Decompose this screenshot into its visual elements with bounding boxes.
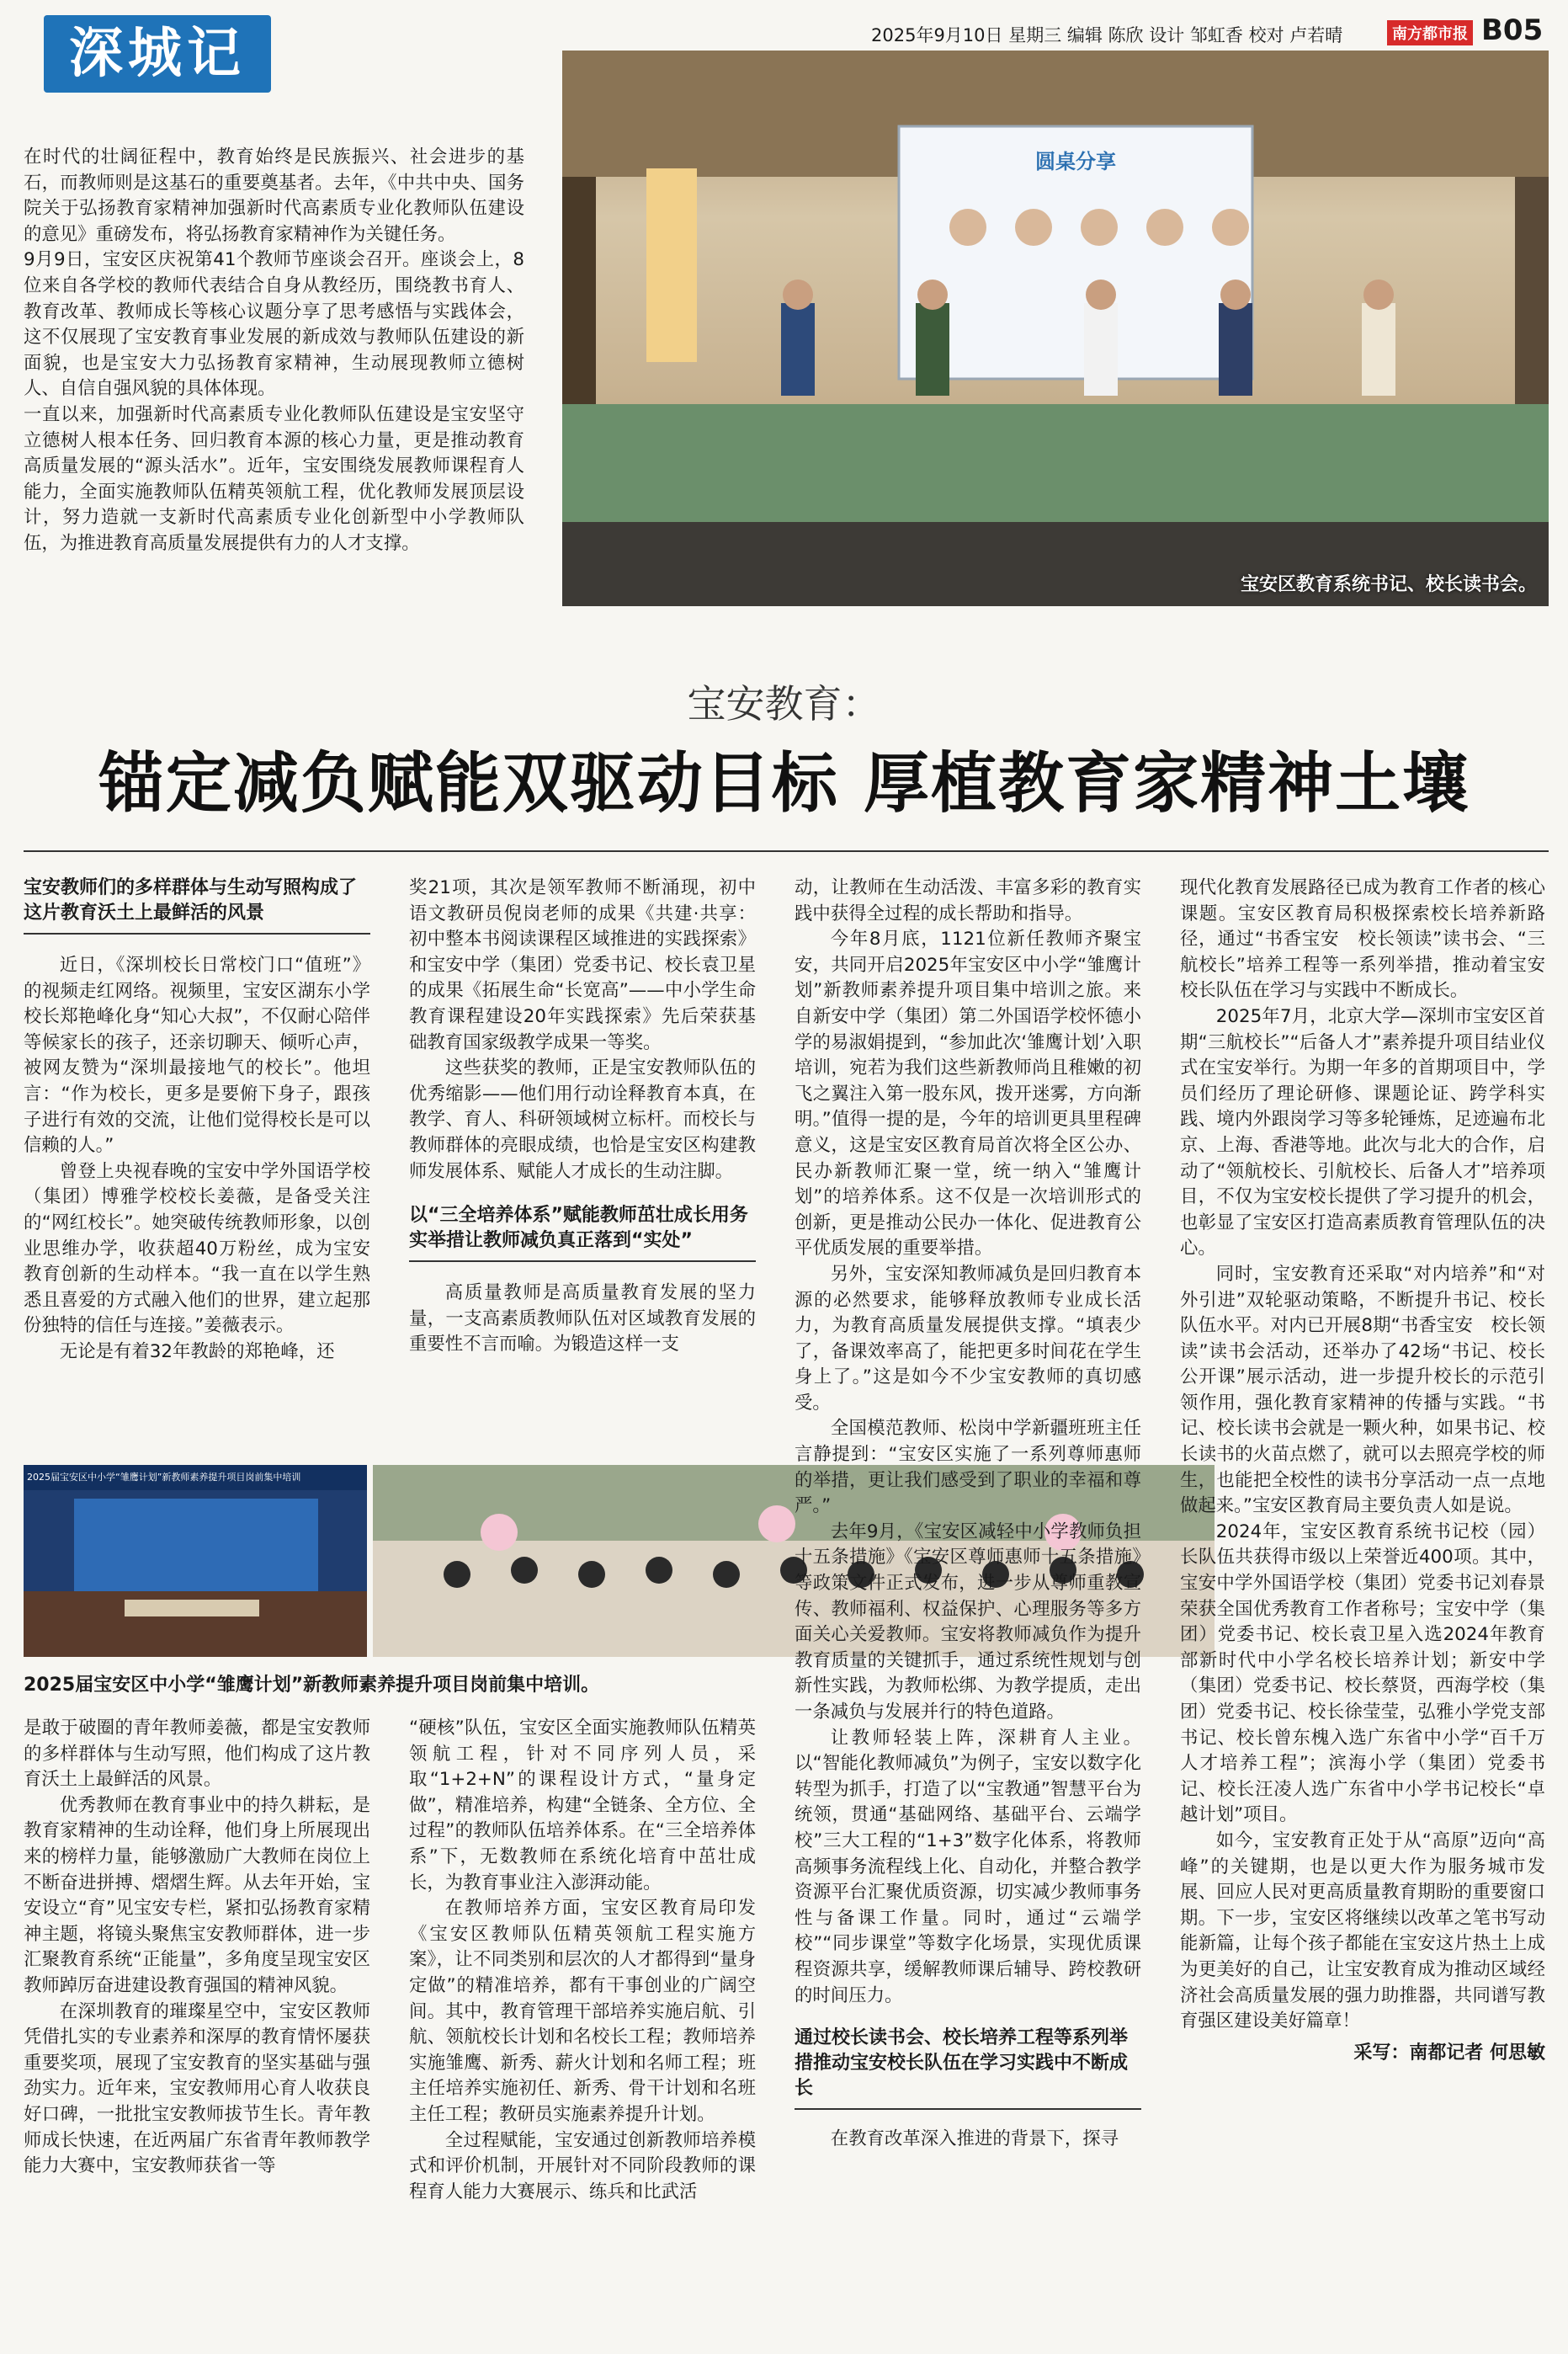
column-2-bottom (409, 1716, 756, 2343)
section-title-box (44, 15, 271, 93)
article-paragraph: “硬核”队伍，宝安区全面实施教师队伍精英领航工程，针对不同序列人员，采取“1+2+N”的课程设计方式，“量身定做”，精准培养，构建“全链条、全方位、全过程”的教师队伍培养体系。在“三全培养体系”下，无数教师在系统化培育中茁壮成长，为教育事业注入澎湃动能。 (409, 1718, 756, 1893)
headline-main: 锚定减负赋能双驱动目标 厚植教育家精神土壤 (98, 746, 1470, 822)
hall-scene (24, 1465, 367, 1657)
article-paragraph: 在深圳教育的璀璨星空中，宝安区教师凭借扎实的专业素养和深厚的教育情怀屡获重要奖项，展现了宝安教育的坚实基础与强劲实力。近年来，宝安教师用心育人收获良好口碑，一批批宝安教师拔节生长。青年教师成长快速，在近两届广东省青年教师教学能力大赛中，宝安教师获省一等 (24, 2000, 370, 2177)
section-title: 深城记 (69, 23, 246, 85)
section-subhead: 通过校长读书会、校长培养工程等系列举措推动宝安校长队伍在学习实践中不断成长 (795, 2009, 1141, 2110)
column-1-bottom (24, 1716, 370, 2343)
header-meta: 2025年9月10日 星期三 编辑 陈欣 设计 邹虹香 校对 卢若晴 (871, 25, 1343, 45)
headline-rule (24, 850, 1549, 852)
article-paragraph: 另外，宝安深知教师减负是回归教育本源的必然要求，能够释放教师专业成长活力，为教育高质量发展提供支撑。“填表少了，备课效率高了，能把更多时间花在学生身上了。”这是如今不少宝安教师的真切感受。 (795, 1263, 1141, 1414)
column-3 (795, 876, 1141, 2344)
section-subhead: 以“三全培养体系”赋能教师茁壮成长用务实举措让教师减负真正落到“实处” (409, 1185, 756, 1262)
article-paragraph: 在教师培养方面，宝安区教育局印发《宝安区教师队伍精英领航工程实施方案》，让不同类别和层次的人才都得到“量身定做”的精准培养，都有干事创业的广阔空间。其中，教育管理干部培养实施启航、引航、领航校长计划和名校长工程；教师培养实施雏鹰、新秀、薪火计划和名师工程；班主任培养实施初任、新秀、骨干计划和名班主任工程；教研员实施素养提升计划。 (409, 1898, 756, 2125)
paper-logo: 南方都市报 (1387, 20, 1473, 45)
intro-paragraph: 在时代的壮阔征程中，教育始终是民族振兴、社会进步的基石，而教师则是这基石的重要奠基者。去年，《中共中央、国务院关于弘扬教育家精神加强新时代高素质专业化教师队伍建设的意见》重磅发布，将弘扬教育家精神作为关键任务。 (24, 146, 524, 245)
page-number: B05 (1481, 13, 1544, 47)
screen-title: 圆桌分享 (1035, 150, 1116, 173)
article-paragraph: 现代化教育发展路径已成为教育工作者的核心课题。宝安区教育局积极探索校长培养新路径，通过“书香宝安 校长领读”读书会、“三航校长”培养工程等一系列举措，推动着宝安校长队伍在学习与实践中不断成长。 (1180, 877, 1545, 1002)
intro-paragraph: 一直以来，加强新时代高素质专业化教师队伍建设是宝安坚守立德树人根本任务、回归教育本源的核心力量，更是推动教育高质量发展的“源头活水”。近年，宝安围绕发展教师课程育人能力，全面实施教师队伍精英领航工程，优化教师发展顶层设计，努力造就一支新时代高素质专业化创新型中小学教师队伍，为推进教育高质量发展提供有力的人才支撑。 (24, 403, 524, 554)
section-subhead: 宝安教师们的多样群体与生动写照构成了这片教育沃土上最鲜活的风景 (24, 876, 370, 935)
article-paragraph: 全国模范教师、松岗中学新疆班班主任言静提到：“宝安区实施了一系列尊师惠师的举措，更让我们感受到了职业的幸福和尊严。” (795, 1418, 1141, 1517)
hall-banner: 2025届宝安区中小学“雏鹰计划”新教师素养提升项目岗前集中培训 (27, 1472, 301, 1483)
intro-text (24, 145, 524, 610)
article-paragraph: 无论是有着32年教龄的郑艳峰，还 (59, 1340, 335, 1362)
headline-kicker: 宝安教育： (687, 681, 881, 727)
article-paragraph: 全过程赋能，宝安通过创新教师培养模式和评价机制，开展针对不同阶段教师的课程育人能力大赛展示、练兵和比武活 (409, 2129, 756, 2202)
roundtable-scene (562, 51, 1549, 606)
article-paragraph: 今年8月底，1121位新任教师齐聚宝安，共同开启2025年宝安区中小学“雏鹰计划”新教师素养提升项目集中培训之旅。来自新安中学（集团）第二外国语学校怀德小学的易淑娟提到，“参加此次‘雏鹰计划’入职培训，宛若为我们这些新教师尚且稚嫩的初飞之翼注入第一股东风，拨开迷雾，方向渐明。”值得一提的是，今年的培训更具里程碑意义，这是宝安区教育局首次将全区公办、民办新教师汇聚一堂，统一纳入“雏鹰计划”的培养体系。这不仅是一次培训形式的创新，更是推动公民办一体化、促进教育公平优质发展的重要举措。 (795, 929, 1141, 1260)
column-1-top (24, 876, 370, 1423)
photo-caption: 宝安区教育系统书记、校长读书会。 (1240, 574, 1537, 595)
article-paragraph: 这些获奖的教师，正是宝安教师队伍的优秀缩影——他们用行动诠释教育本真，在教学、育人、科研领域树立标杆。而校长与教师群体的亮眼成绩，也恰是宝安区构建教师发展体系、赋能人才成长的生动注脚。 (409, 1057, 756, 1182)
article-paragraph: 是敢于破圈的青年教师姜薇，都是宝安教师的多样群体与生动写照，他们构成了这片教育沃土上最鲜活的风景。 (24, 1718, 370, 1791)
article-paragraph: 近日，《深圳校长日常校门口“值班”》的视频走红网络。视频里，宝安区湖东小学校长郑艳峰化身“知心大叔”，不仅耐心陪伴等候家长的孩子，还亲切聊天、倾听心声，被网友赞为“深圳最接地气的校长”。他坦言：“作为校长，更多是要俯下身子，跟孩子进行有效的交流，让他们觉得校长是可以信赖的人。” (24, 955, 370, 1157)
intro-paragraph: 9月9日，宝安区庆祝第41个教师节座谈会召开。座谈会上，8位来自各学校的教师代表结合自身从教经历，围绕教书育人、教育改革、教师成长等核心议题分享了思考感悟与实践体会，这不仅展现了宝安教育事业发展的新成效与教师队伍建设的新面貌，也是宝安大力弘扬教育家精神，生动展现教师立德树人、自信自强风貌的具体体现。 (24, 249, 524, 400)
byline: 采写：南都记者 何思敏 (1353, 2042, 1545, 2064)
article-paragraph: 2025年7月，北京大学—深圳市宝安区首期“三航校长”“后备人才”素养提升项目结业仪式在宝安举行。为期一年多的首期项目中，学员们经历了理论研修、课题论证、跨学科实践、境内外跟岗学习等多轮锤炼，足迹遍布北京、上海、香港等地。此次与北大的合作，启动了“领航校长、引航校长、后备人才”培养项目，不仅为宝安校长提供了学习提升的机会，也彰显了宝安区打造高素质教育管理队伍的决心。 (1180, 1005, 1545, 1260)
mid-photo-caption: 2025届宝安区中小学“雏鹰计划”新教师素养提升项目岗前集中培训。 (24, 1675, 600, 1696)
article-paragraph: 2024年，宝安区教育系统书记校（园）长队伍共获得市级以上荣誉近400项。其中，宝安中学外国语学校（集团）党委书记刘春景荣获全国优秀教育工作者称号；宝安中学（集团）党委书记、校长袁卫星入选2024年教育部新时代中小学名校长培养计划；新安中学（集团）党委书记、校长蔡贤，西海学校（集团）党委书记、校长徐莹莹，弘雅小学党支部书记、校长曾东槐入选广东省中小学“百千万人才培养工程”；滨海小学（集团）党委书记、校长汪凌人选广东省中小学书记校长“卓越计划”项目。 (1180, 1521, 1545, 1826)
article-paragraph: 让教师轻装上阵，深耕育人主业。以“智能化教师减负”为例子，宝安以数字化转型为抓手，打造了以“宝教通”智慧平台为统领，贯通“基础网络、基础平台、云端学校”三大工程的“1+3”数字化体系，将教师高频事务流程线上化、自动化，并整合教学资源平台汇聚优质资源，切实减少教师事务性与备课工作量。同时，通过“云端学校”“同步课堂”等数字化场景，实现优质课程资源共享，缓解教师课后辅导、跨校教研的时间压力。 (795, 1727, 1141, 2006)
article-paragraph: 去年9月，《宝安区减轻中小学教师负担十五条措施》《宝安区尊师惠师十五条措施》等政策文件正式发布，进一步从尊师重教宣传、教师福利、权益保护、心理服务等多方面关心关爱教师。宝安将教师减负作为提升教育质量的关键抓手，通过系统性规划与创新性实践，为教师松绑、为教学提质，走出一条减负与发展并行的特色道路。 (795, 1521, 1141, 1723)
roundtable-photo (562, 51, 1549, 606)
article-paragraph: 曾登上央视春晚的宝安中学外国语学校（集团）博雅学校校长姜薇，是备受关注的“网红校长”。她突破传统教师形象，以创业思维办学，收获超40万粉丝，成为宝安教育创新的生动样本。“我一直在以学生熟悉且喜爱的方式融入他们的世界，建立起那份独特的信任与连接。”姜薇表示。 (24, 1160, 370, 1337)
article-paragraph: 动，让教师在生动活泼、丰富多彩的教育实践中获得全过程的成长帮助和指导。 (795, 877, 1141, 924)
article-paragraph: 同时，宝安教育还采取“对内培养”和“对外引进”双轮驱动策略，不断提升书记、校长队伍水平。对内已开展8期“书香宝安 校长领读”读书会活动，还举办了42场“书记、校长公开课”展示活动，进一步提升校长的示范引领作用，强化教育家精神的传播与实践。“书记、校长读书会就是一颗火种，如果书记、校长读书的火苗点燃了，就可以去照亮学校的师生，也能把全校性的读书分享活动一点一点地做起来。”宝安区教育局主要负责人如是说。 (1180, 1263, 1545, 1517)
column-2-top (409, 876, 756, 1423)
article-paragraph: 在教育改革深入推进的背景下，探寻 (830, 2128, 1119, 2150)
article-paragraph: 优秀教师在教育事业中的持久耕耘，是教育家精神的生动诠释，他们身上所展现出来的榜样力量，能够激励广大教师在岗位上不断奋进拼搏、熠熠生辉。从去年开始，宝安设立“育”见宝安专栏，紧扣弘扬教育家精神主题，将镜头聚焦宝安教师群体，进一步汇聚教育系统“正能量”，多角度呈现宝安区教师踔厉奋进建设教育强国的精神风貌。 (24, 1794, 370, 1996)
article-paragraph: 高质量教师是高质量教育发展的坚力量，一支高素质教师队伍对区域教育发展的重要性不言而喻。为锻造这样一支 (409, 1282, 756, 1355)
column-4 (1180, 876, 1545, 2344)
training-photo-hall (24, 1465, 367, 1657)
article-paragraph: 如今，宝安教育正处于从“高原”迈向“高峰”的关键期，也是以更大作为服务城市发展、回应人民对更高质量教育期盼的重要窗口期。下一步，宝安区将继续以改革之笔书写动能新篇，让每个孩子都能在宝安这片热土上成为更美好的自己，让宝安教育成为推动区域经济社会高质量发展的强力助推器，共同谱写教育强区建设美好篇章！ (1180, 1829, 1545, 2032)
article-paragraph: 奖21项，其次是领军教师不断涌现，初中语文教研员倪岗老师的成果《共建·共享：初中整本书阅读课程区域推进的实践探索》和宝安中学（集团）党委书记、校长袁卫星的成果《拓展生命“长宽高”——中小学生命教育课程建设20年实践探索》先后荣获基础教育国家级教学成果一等奖。 (409, 877, 756, 1053)
